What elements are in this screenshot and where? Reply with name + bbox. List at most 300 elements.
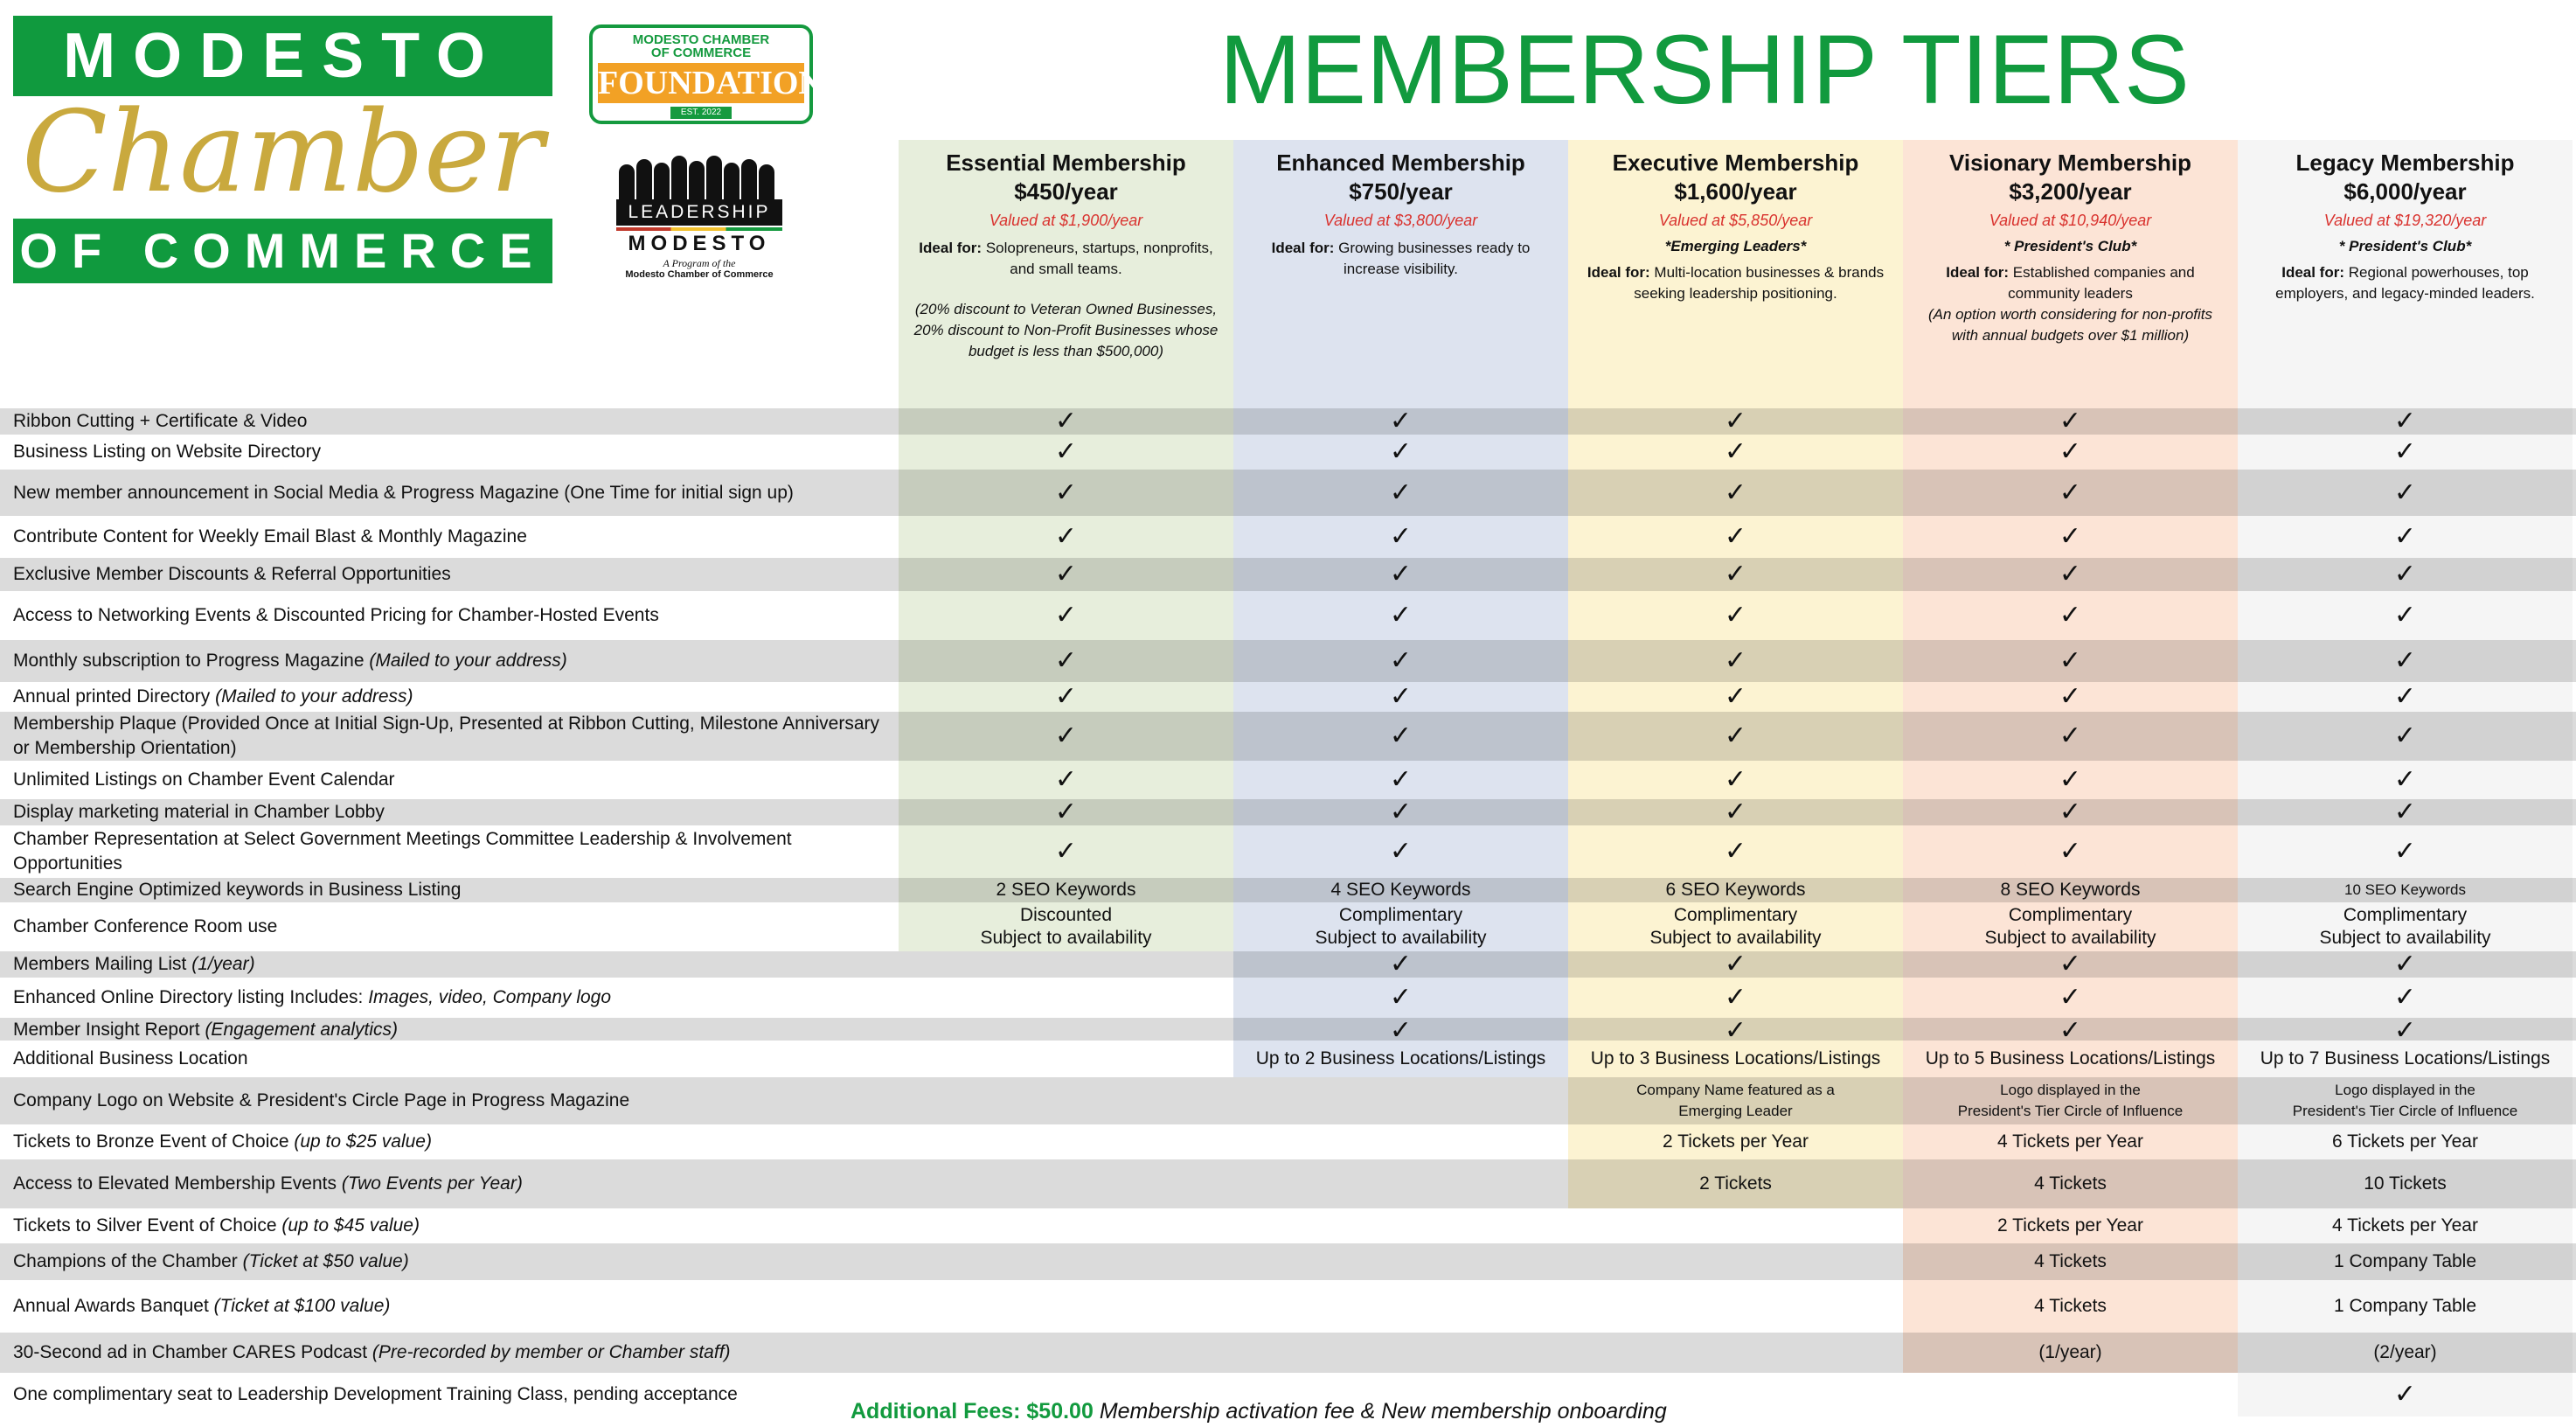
check-icon	[899, 477, 1233, 507]
benefit-text: Access to Elevated Membership Events	[13, 1173, 342, 1194]
benefit-value	[1903, 1080, 2238, 1122]
checkmark: ✓	[1724, 522, 1747, 551]
benefit-label	[13, 1249, 409, 1274]
check-icon	[1568, 723, 1903, 749]
check-icon	[1903, 561, 2238, 588]
checkmark: ✓	[2059, 560, 2082, 588]
program-line2: Modesto Chamber of Commerce	[625, 269, 774, 280]
value-line: 10 SEO Keywords	[2344, 881, 2466, 898]
value-line: Subject to availability	[1315, 928, 1487, 948]
foundation-main: FOUNDATION	[598, 65, 823, 101]
benefit-value	[2238, 880, 2573, 901]
checkmark: ✓	[2393, 1016, 2417, 1045]
check-icon	[1233, 839, 1568, 865]
check-icon	[1568, 561, 1903, 588]
tier-emphasis: * President's Club*	[2003, 238, 2137, 254]
tier-price: $450/year	[1014, 178, 1118, 205]
checkmark: ✓	[1054, 601, 1078, 630]
check-icon	[2238, 951, 2573, 978]
leadership-city: MODESTO	[628, 232, 771, 255]
benefit-value	[2238, 1048, 2573, 1070]
ideal-label: Ideal for:	[1587, 264, 1650, 281]
tier-name: Enhanced Membership	[1276, 150, 1525, 176]
check-icon	[1903, 524, 2238, 550]
value-line: 8 SEO Keywords	[2000, 880, 2141, 900]
check-icon	[1568, 408, 1903, 435]
checkmark: ✓	[1389, 646, 1413, 675]
benefit-value	[1903, 1295, 2238, 1318]
tier-ideal	[1568, 262, 1903, 304]
check-icon	[1568, 951, 1903, 978]
check-icon	[899, 408, 1233, 435]
checkmark: ✓	[2059, 950, 2082, 978]
benefit-label	[13, 878, 461, 902]
checkmark: ✓	[1724, 765, 1747, 794]
checkmark: ✓	[1724, 560, 1747, 588]
benefit-label	[13, 985, 611, 1010]
checkmark: ✓	[2059, 477, 2082, 507]
checkmark: ✓	[2059, 601, 2082, 630]
benefit-italic: (Engagement analytics)	[205, 1020, 399, 1040]
check-icon	[1903, 839, 2238, 865]
check-icon	[1233, 985, 1568, 1011]
tier-header	[1568, 149, 1903, 304]
value-line: 4 Tickets per Year	[2332, 1215, 2478, 1236]
checkmark: ✓	[1054, 407, 1078, 435]
benefit-text: 30-Second ad in Chamber CARES Podcast	[13, 1342, 372, 1362]
benefit-label	[13, 685, 413, 709]
benefit-italic: (Ticket at $50 value)	[242, 1251, 409, 1271]
value-line: President's Tier Circle of Influence	[2292, 1103, 2518, 1119]
check-icon	[2238, 1382, 2573, 1408]
check-icon	[1903, 439, 2238, 465]
check-icon	[1568, 799, 1903, 825]
check-icon	[2238, 477, 2573, 507]
page-title: MEMBERSHIP TIERS	[1219, 15, 2190, 124]
checkmark: ✓	[1389, 837, 1413, 866]
check-icon	[2238, 684, 2573, 710]
tier-name: Legacy Membership	[2295, 150, 2515, 176]
check-icon	[1568, 985, 1903, 1011]
check-icon	[1233, 408, 1568, 435]
tier-valued: Valued at $1,900/year	[989, 212, 1143, 229]
value-line: 2 Tickets per Year	[1997, 1215, 2143, 1236]
benefit-value	[1903, 1048, 2238, 1070]
benefit-value	[1233, 879, 1568, 901]
benefit-value	[1568, 1131, 1903, 1153]
benefit-label	[13, 800, 385, 825]
benefit-italic: Images, video, Company logo	[368, 987, 612, 1007]
check-icon	[1233, 439, 1568, 465]
benefit-value	[1903, 1215, 2238, 1237]
value-line: 10 Tickets	[2364, 1173, 2447, 1194]
checkmark: ✓	[2059, 797, 2082, 826]
checkmark: ✓	[1054, 522, 1078, 551]
benefit-value	[1903, 1173, 2238, 1195]
benefit-text: New member announcement in Social Media & Progress Magazine (One Time for initial sign up)	[13, 482, 794, 503]
check-icon	[2238, 602, 2573, 629]
checkmark: ✓	[1389, 797, 1413, 826]
value-line: Complimentary	[2343, 905, 2468, 925]
value-line: Logo displayed in the	[2000, 1082, 2141, 1098]
tier-price: $750/year	[1349, 178, 1453, 205]
benefit-value	[1903, 1341, 2238, 1364]
benefit-text: Tickets to Bronze Event of Choice	[13, 1131, 295, 1152]
checkmark: ✓	[2059, 765, 2082, 794]
check-icon	[1568, 524, 1903, 550]
check-icon	[2238, 723, 2573, 749]
benefit-text: One complimentary seat to Leadership Development Training Class, pending acceptance	[13, 1384, 738, 1404]
checkmark: ✓	[2059, 837, 2082, 866]
tier-emphasis: * President's Club*	[2338, 238, 2472, 254]
ideal-text: Solopreneurs, startups, nonprofits, and small teams.	[982, 240, 1213, 277]
benefit-label	[13, 1130, 432, 1154]
check-icon	[1233, 767, 1568, 793]
ideal-label: Ideal for:	[1271, 240, 1335, 256]
tier-valued: Valued at $10,940/year	[1989, 212, 2152, 229]
checkmark: ✓	[1389, 721, 1413, 750]
benefit-value	[1903, 904, 2238, 950]
checkmark: ✓	[2059, 646, 2082, 675]
value-line: Subject to availability	[1984, 928, 2156, 948]
tier-header	[899, 149, 1233, 362]
benefit-value	[1903, 1131, 2238, 1153]
benefit-label	[13, 952, 255, 977]
checkmark: ✓	[1724, 1016, 1747, 1045]
benefit-text: Ribbon Cutting + Certificate & Video	[13, 411, 308, 431]
value-line: President's Tier Circle of Influence	[1957, 1103, 2184, 1119]
value-line: Complimentary	[1338, 905, 1463, 925]
benefit-value	[2238, 1080, 2573, 1122]
check-icon	[1903, 648, 2238, 674]
check-icon	[2238, 648, 2573, 674]
tier-note: (20% discount to Veteran Owned Businesses, 20% discount to Non-Profit Businesses whose budget is less than $500,000)	[913, 301, 1219, 359]
value-line: Complimentary	[2008, 905, 2133, 925]
checkmark: ✓	[1724, 407, 1747, 435]
check-icon	[1233, 524, 1568, 550]
tier-header	[2238, 149, 2573, 304]
benefit-value	[899, 879, 1233, 901]
benefit-value	[1903, 1250, 2238, 1273]
check-icon	[1233, 561, 1568, 588]
logo-script-text: Chamber	[22, 87, 544, 218]
checkmark: ✓	[1389, 560, 1413, 588]
checkmark: ✓	[1724, 477, 1747, 507]
ideal-text: Established companies and community leaders	[2008, 264, 2195, 302]
tier-header	[1903, 149, 2238, 346]
checkmark: ✓	[2393, 522, 2417, 551]
checkmark: ✓	[2059, 437, 2082, 466]
value-line: 4 Tickets per Year	[1997, 1131, 2143, 1152]
program-line1: A Program of the	[663, 257, 736, 269]
value-line: 2 Tickets per Year	[1663, 1131, 1809, 1152]
benefit-text: Member Insight Report	[13, 1020, 205, 1040]
ideal-text: Regional powerhouses, top employers, and legacy-minded leaders.	[2275, 264, 2535, 302]
checkmark: ✓	[1724, 983, 1747, 1012]
benefit-label	[13, 409, 307, 434]
checkmark: ✓	[2393, 797, 2417, 826]
benefit-italic: (Two Events per Year)	[341, 1173, 523, 1194]
tier-ideal	[1903, 262, 2238, 304]
fees-label: Additional Fees: $50.00	[851, 1399, 1094, 1424]
benefit-value	[1233, 904, 1568, 950]
value-line: 1 Company Table	[2333, 1251, 2477, 1271]
benefit-value	[1568, 1080, 1903, 1122]
check-icon	[1903, 723, 2238, 749]
checkmark: ✓	[2059, 522, 2082, 551]
logo-top-text: MODESTO	[13, 16, 552, 96]
check-icon	[1233, 799, 1568, 825]
benefit-text: Chamber Conference Room use	[13, 916, 278, 936]
check-icon	[899, 524, 1233, 550]
benefit-label	[13, 1340, 731, 1365]
value-line: 2 SEO Keywords	[996, 880, 1136, 900]
benefit-text: Membership Plaque (Provided Once at Initial Sign-Up, Presented at Ribbon Cutting, Milestone Anniversary or Membership Orientation)	[13, 714, 880, 758]
benefit-value	[1568, 879, 1903, 901]
checkmark: ✓	[1054, 721, 1078, 750]
value-line: Subject to availability	[1649, 928, 1822, 948]
check-icon	[1233, 1018, 1568, 1044]
benefit-text: Access to Networking Events & Discounted Pricing for Chamber-Hosted Events	[13, 605, 659, 625]
check-icon	[1233, 648, 1568, 674]
checkmark: ✓	[1724, 837, 1747, 866]
checkmark: ✓	[1389, 407, 1413, 435]
checkmark: ✓	[2393, 765, 2417, 794]
checkmark: ✓	[1054, 837, 1078, 866]
check-icon	[1568, 839, 1903, 865]
check-icon	[1903, 985, 2238, 1011]
check-icon	[1903, 767, 2238, 793]
benefit-italic: (Pre-recorded by member or Chamber staff)	[371, 1342, 731, 1362]
benefit-value	[899, 904, 1233, 950]
check-icon	[1903, 602, 2238, 629]
check-icon	[2238, 767, 2573, 793]
check-icon	[1568, 648, 1903, 674]
checkmark: ✓	[1389, 983, 1413, 1012]
benefit-label	[13, 768, 395, 792]
checkmark: ✓	[2393, 477, 2417, 507]
check-icon	[1568, 439, 1903, 465]
checkmark: ✓	[2393, 1380, 2417, 1409]
benefit-text: Tickets to Silver Event of Choice	[13, 1215, 282, 1236]
ideal-label: Ideal for:	[919, 240, 982, 256]
check-icon	[2238, 524, 2573, 550]
benefit-italic: (Ticket at $100 value)	[213, 1296, 391, 1316]
benefit-value	[2238, 1295, 2573, 1318]
leadership-modesto-logo	[612, 154, 787, 285]
value-line: 4 SEO Keywords	[1330, 880, 1471, 900]
checkmark: ✓	[2393, 437, 2417, 466]
check-icon	[2238, 985, 2573, 1011]
benefit-value	[2238, 1131, 2573, 1153]
benefit-italic: (up to $45 value)	[281, 1215, 420, 1236]
tier-ideal	[2238, 262, 2573, 304]
value-line: Subject to availability	[980, 928, 1152, 948]
value-line: 4 Tickets	[2034, 1296, 2107, 1316]
benefit-value	[2238, 1341, 2573, 1364]
benefit-text: Annual printed Directory	[13, 686, 216, 707]
checkmark: ✓	[1054, 560, 1078, 588]
value-line: 4 Tickets	[2034, 1173, 2107, 1194]
benefit-label	[13, 1047, 248, 1071]
checkmark: ✓	[2393, 601, 2417, 630]
checkmark: ✓	[2059, 1016, 2082, 1045]
check-icon	[899, 602, 1233, 629]
checkmark: ✓	[1389, 601, 1413, 630]
check-icon	[899, 799, 1233, 825]
check-icon	[1903, 951, 2238, 978]
benefit-text: Monthly subscription to Progress Magazine	[13, 651, 370, 671]
fees-text: Membership activation fee & New membership onboarding	[1099, 1399, 1667, 1424]
value-line: Up to 3 Business Locations/Listings	[1590, 1048, 1881, 1069]
value-line: (2/year)	[2373, 1342, 2437, 1362]
ideal-label: Ideal for:	[1946, 264, 2010, 281]
tier-name: Visionary Membership	[1949, 150, 2191, 176]
checkmark: ✓	[1054, 437, 1078, 466]
tier-valued: Valued at $19,320/year	[2323, 212, 2487, 229]
benefit-italic: (1/year)	[191, 954, 255, 974]
check-icon	[1233, 684, 1568, 710]
value-line: 2 Tickets	[1699, 1173, 1772, 1194]
tier-ideal	[899, 238, 1233, 280]
benefit-text: Company Logo on Website & President's Circle Page in Progress Magazine	[13, 1090, 630, 1110]
people-silhouette-icon	[612, 154, 787, 199]
checkmark: ✓	[2393, 407, 2417, 435]
logo-bottom-text: OF COMMERCE	[13, 219, 552, 283]
checkmark: ✓	[1724, 797, 1747, 826]
benefit-label	[13, 1018, 398, 1042]
benefit-label	[13, 1382, 738, 1407]
check-icon	[2238, 561, 2573, 588]
checkmark: ✓	[2393, 646, 2417, 675]
value-line: Emerging Leader	[1678, 1103, 1793, 1119]
value-line: (1/year)	[2038, 1342, 2102, 1362]
checkmark: ✓	[2059, 721, 2082, 750]
checkmark: ✓	[2059, 407, 2082, 435]
benefit-text: Exclusive Member Discounts & Referral Opportunities	[13, 564, 451, 584]
value-line: Complimentary	[1673, 905, 1798, 925]
checkmark: ✓	[1389, 765, 1413, 794]
check-icon	[899, 839, 1233, 865]
benefit-text: Unlimited Listings on Chamber Event Calendar	[13, 769, 395, 790]
benefit-text: Annual Awards Banquet	[13, 1296, 214, 1316]
check-icon	[1568, 767, 1903, 793]
benefit-value	[2238, 1173, 2573, 1195]
tier-note: (An option worth considering for non-profits with annual budgets over $1 million)	[1927, 306, 2213, 344]
checkmark: ✓	[2059, 983, 2082, 1012]
value-line: 6 Tickets per Year	[2332, 1131, 2478, 1152]
tier-ideal	[1233, 238, 1568, 280]
check-icon	[2238, 839, 2573, 865]
checkmark: ✓	[2393, 560, 2417, 588]
value-line: Subject to availability	[2319, 928, 2491, 948]
ideal-label: Ideal for:	[2281, 264, 2345, 281]
checkmark: ✓	[1724, 950, 1747, 978]
benefit-text: Contribute Content for Weekly Email Blast & Monthly Magazine	[13, 526, 527, 546]
checkmark: ✓	[2393, 721, 2417, 750]
checkmark: ✓	[1054, 797, 1078, 826]
tier-valued: Valued at $3,800/year	[1323, 212, 1478, 229]
benefit-label	[13, 603, 659, 628]
check-icon	[899, 561, 1233, 588]
benefit-text: Additional Business Location	[13, 1048, 248, 1069]
benefit-value	[1568, 1173, 1903, 1195]
benefit-label	[13, 915, 277, 939]
check-icon	[899, 439, 1233, 465]
checkmark: ✓	[2393, 837, 2417, 866]
value-line: Up to 5 Business Locations/Listings	[1925, 1048, 2216, 1069]
value-line: Company Name featured as a	[1636, 1082, 1835, 1098]
ideal-text: Growing businesses ready to increase visibility.	[1334, 240, 1531, 277]
benefit-text: Champions of the Chamber	[13, 1251, 243, 1271]
foundation-logo	[589, 24, 823, 124]
benefit-value	[1233, 1048, 1568, 1070]
checkmark: ✓	[1389, 950, 1413, 978]
checkmark: ✓	[1724, 437, 1747, 466]
check-icon	[2238, 1018, 2573, 1044]
benefit-value	[1568, 904, 1903, 950]
foundation-est: EST. 2022	[670, 107, 732, 119]
benefit-value	[1903, 879, 2238, 901]
check-icon	[1568, 477, 1903, 507]
checkmark: ✓	[1054, 765, 1078, 794]
check-icon	[899, 648, 1233, 674]
checkmark: ✓	[2059, 682, 2082, 711]
check-icon	[1568, 602, 1903, 629]
checkmark: ✓	[1054, 682, 1078, 711]
checkmark: ✓	[1389, 437, 1413, 466]
benefit-label	[13, 525, 527, 549]
leadership-bar: LEADERSHIP	[616, 199, 782, 226]
check-icon	[1903, 684, 2238, 710]
benefit-label	[13, 1089, 629, 1113]
check-icon	[899, 767, 1233, 793]
checkmark: ✓	[1389, 682, 1413, 711]
benefit-label	[13, 1172, 523, 1196]
benefit-label	[13, 712, 887, 761]
benefit-label	[13, 481, 794, 505]
benefit-label	[13, 1294, 390, 1319]
checkmark: ✓	[2393, 682, 2417, 711]
checkmark: ✓	[1724, 682, 1747, 711]
checkmark: ✓	[1724, 646, 1747, 675]
benefit-text: Display marketing material in Chamber Lobby	[13, 802, 385, 822]
checkmark: ✓	[1054, 646, 1078, 675]
check-icon	[1903, 477, 2238, 507]
benefit-italic: (up to $25 value)	[294, 1131, 432, 1152]
value-line: Up to 2 Business Locations/Listings	[1255, 1048, 1546, 1069]
benefit-value	[2238, 1250, 2573, 1273]
tier-name: Executive Membership	[1612, 150, 1859, 176]
foundation-line2: OF COMMERCE	[650, 45, 752, 60]
check-icon	[1568, 684, 1903, 710]
value-line: Up to 7 Business Locations/Listings	[2260, 1048, 2551, 1069]
benefit-value	[1568, 1048, 1903, 1070]
checkmark: ✓	[1724, 721, 1747, 750]
benefit-text: Members Mailing List	[13, 954, 192, 974]
check-icon	[2238, 799, 2573, 825]
benefit-label	[13, 440, 321, 464]
benefit-italic: (Mailed to your address)	[369, 651, 567, 671]
checkmark: ✓	[2393, 950, 2417, 978]
benefit-label	[13, 562, 451, 587]
check-icon	[1568, 1018, 1903, 1044]
benefit-value	[2238, 1215, 2573, 1237]
tier-header	[1233, 149, 1568, 280]
tier-valued: Valued at $5,850/year	[1658, 212, 1813, 229]
benefit-label	[13, 649, 567, 673]
check-icon	[2238, 439, 2573, 465]
